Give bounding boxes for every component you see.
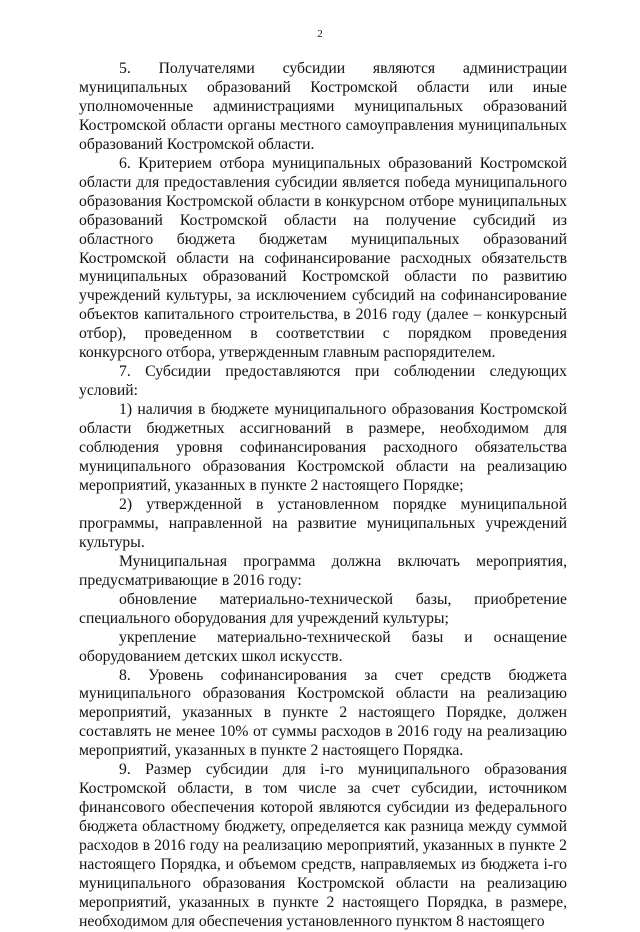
paragraph-measure-art-schools: укрепление материально-технической базы и оснащение оборудованием детских школ искусств. xyxy=(79,628,567,665)
paragraph-condition-1: 1) наличия в бюджете муниципального образования Костромской области бюджетных ассигнований в размере, необходимом для соблюдения уровня софинансирования расходного обязательства муниципального образования Костромской области на реализацию мероприятий, указанных в пункте 2 настоящего Порядке; xyxy=(79,401,567,494)
paragraph-8-cofinancing-level: 8. Уровень софинансирования за счет средств бюджета муниципального образования Костромской области на реализацию мероприятий, указанных в пункте 2 настоящего Порядке, должен составлять не менее 10% от суммы расходов в 2016 году на реализацию мероприятий, указанных в пункте 2 настоящего Порядка. xyxy=(79,666,567,760)
paragraph-program-measures: Муниципальная программа должна включать мероприятия, предусматривающие в 2016 году: xyxy=(79,552,567,589)
paragraph-measure-equipment: обновление материально-технической базы, приобретение специального оборудования для учреждений культуры; xyxy=(79,590,567,627)
paragraph-condition-2: 2) утвержденной в установленном порядке муниципальной программы, направленной на развитие муниципальных учреждений культуры. xyxy=(79,495,567,551)
page-number: 2 xyxy=(317,28,323,40)
document-body xyxy=(79,60,567,932)
paragraph-5-recipients: 5. Получателями субсидии являются администрации муниципальных образований Костромской области или иные уполномоченные администрациями муниципальных образований Костромской области органы местного самоуправления муниципальных образований Костромской области. xyxy=(79,60,567,153)
paragraph-6-selection-criterion: 6. Критерием отбора муниципальных образований Костромской области для предоставления субсидии является победа муниципального образования Костромской области в конкурсном отборе муниципальных образований Костромской области на получение субсидий из областного бюджета бюджетам муниципальных образований Костромской области на софинансирование расходных обязательств муниципальных образований Костромской области по развитию учреждений культуры, за исключением субсидий на софинансирование объектов капитального строительства, в 2016 году (далее – конкурсный отбор), проведенном в соответствии с порядком проведения конкурсного отбора, утвержденным главным распорядителем. xyxy=(79,154,567,362)
paragraph-9-subsidy-size: 9. Размер субсидии для i-го муниципального образования Костромской области, в том числе за счет субсидии, источником финансового обеспечения которой являются субсидии из федерального бюджета областному бюджету, определяется как разница между суммой расходов в 2016 году на реализацию мероприятий, указанных в пункте 2 настоящего Порядка, и объемом средств, направляемых из бюджета i-го муниципального образования Костромской области на реализацию мероприятий, указанных в пункте 2 настоящего Порядка, в размере, необходимом для обеспечения установленного пунктом 8 настоящего xyxy=(79,761,567,930)
paragraph-7-conditions: 7. Субсидии предоставляются при соблюдении следующих условий: xyxy=(79,363,567,400)
